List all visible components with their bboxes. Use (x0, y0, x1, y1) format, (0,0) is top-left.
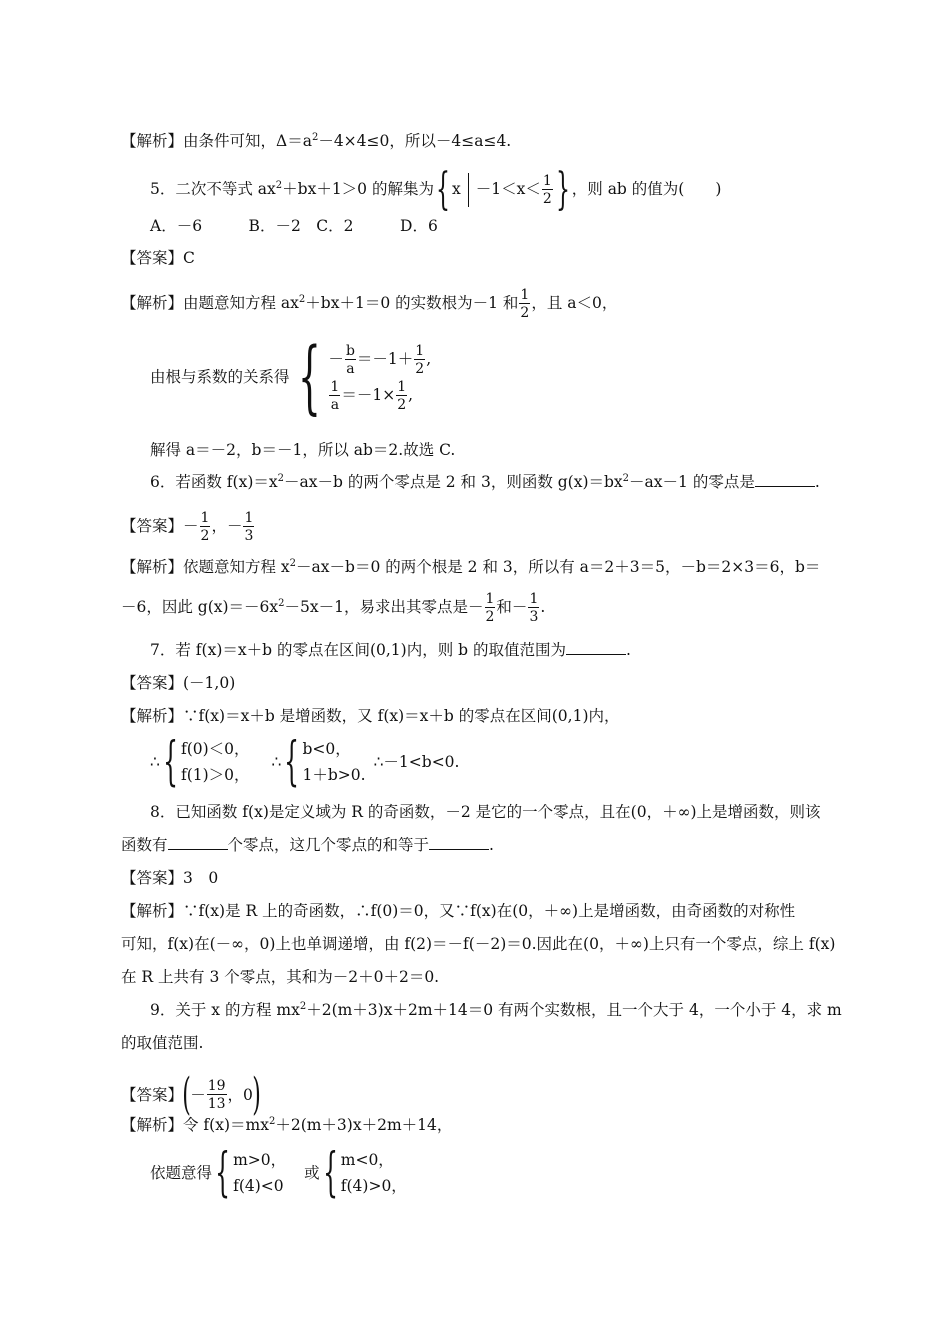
system-row: － $\frac{b}{a}$ ＝－1＋ $\frac{1}{2}$ , (328, 343, 432, 377)
q6-question (150, 472, 820, 492)
q5-analysis-3: 解得 a＝－2，b＝－1，所以 ab＝2.故选 C. (150, 441, 456, 459)
blank (168, 835, 228, 850)
text: －5x－1，易求出其零点是－ (284, 598, 484, 616)
q9-analysis-2: 依题意得{ m>0， f(4)<0 或{ m<0， f(4)>0， (150, 1143, 407, 1203)
system: m<0， f(4)>0， (340, 1151, 407, 1195)
text: －4×4≤0，所以－4≤a≤4. (318, 132, 512, 150)
blank (755, 472, 815, 487)
q9-answer: 【答案】(－ $\frac{19}{13}$ ，0) (121, 1069, 261, 1120)
text: 【解析】由条件可知，Δ＝a (121, 132, 312, 150)
frac-half: $\frac{1}{2}$ (485, 591, 495, 625)
q4-analysis (121, 131, 511, 151)
text: 【解析】由题意知方程 ax (121, 294, 299, 312)
therefore: ∴ (271, 753, 282, 771)
q7-analysis-1: 【解析】∵f(x)＝x＋b 是增函数，又 f(x)＝x＋b 的零点在区间(0,1)内， (121, 707, 620, 725)
sup: 2 (289, 558, 297, 569)
paren-left: ( (182, 1069, 191, 1120)
sup: 2 (278, 598, 285, 609)
brace: { (284, 732, 300, 792)
q5-answer: 【答案】C (121, 249, 195, 267)
text: ＋bx＋1＞0 的解集为 (282, 180, 434, 198)
text: 和－ (496, 598, 528, 616)
text: －6，因此 g(x)＝－6x (121, 598, 279, 616)
set-var: x (451, 180, 461, 198)
text: ＋bx＋1＝0 的实数根为－1 和 (305, 294, 519, 312)
brace: { (215, 1143, 231, 1203)
brace: { (162, 732, 178, 792)
q5-question (150, 164, 722, 215)
q5-analysis-1 (121, 288, 617, 320)
q5-analysis-2 (150, 330, 432, 423)
text: 由根与系数的关系得 (150, 368, 290, 386)
q6-analysis-1 (121, 557, 820, 577)
brace-right: } (555, 164, 570, 215)
sup: 2 (299, 1001, 307, 1012)
text: －ax－b 的两个零点是 2 和 3，则函数 g(x)＝bx (283, 473, 623, 491)
system (328, 341, 431, 413)
q8-analysis-3: 在 R 上共有 3 个零点，其和为－2＋0＋2＝0. (121, 968, 440, 986)
text: 6．若函数 f(x)＝x (150, 473, 278, 491)
text: 【解析】依题意知方程 x (121, 558, 290, 576)
frac-half: $\frac{1}{2}$ (542, 173, 552, 207)
paren-right: ) (252, 1069, 261, 1120)
q9-analysis-1: 【解析】令 $f(x)=mx^2+2(m+3)x+2m+14$， (121, 1116, 453, 1134)
set-cond: －1＜x＜ (475, 180, 541, 198)
blank (429, 835, 489, 850)
sup: 2 (298, 294, 306, 305)
text: ∴－1<b<0. (373, 753, 460, 771)
q5-options: A．－6 B．－2 C．2 D．6 (150, 217, 438, 235)
sup: 2 (311, 132, 319, 143)
q8-question-2: 函数有 个零点，这几个零点的和等于 . (121, 836, 494, 854)
brace: { (322, 1143, 338, 1203)
sup: 2 (275, 180, 283, 191)
q9-question-2: 的取值范围. (121, 1034, 204, 1052)
text: 5．二次不等式 ax (150, 180, 276, 198)
text: . (814, 473, 820, 491)
q6-analysis-2: －6，因此 $g(x)=-6x^2-5x-1$，易求出其零点是－ $\frac{1}{2}$ 和－ $\frac{1}{3}$ . (121, 591, 546, 625)
q6-answer: 【答案】－ $\frac{1}{2}$ ，－ $\frac{1}{3}$ (121, 510, 254, 544)
text: －ax－b＝0 的两个根是 2 和 3，所以有 a＝2＋3＝5，－b＝2×3＝6，b＝ (296, 558, 821, 576)
therefore: ∴ (150, 753, 160, 771)
set-bar (468, 173, 469, 207)
brace-left: { (435, 164, 450, 215)
q8-analysis-2: 可知，f(x)在(－∞，0)上也单调递增，由 f(2)＝－f(－2)＝0.因此在(0，＋∞)上只有一个零点，综上 f(x) (121, 935, 836, 953)
system: b<0， 1＋b>0. (302, 740, 366, 784)
system: m>0， f(4)<0 (233, 1151, 287, 1195)
q8-question-1: 8．已知函数 f(x)是定义域为 R 的奇函数，－2 是它的一个零点，且在(0，＋∞)上是增函数，则该 (150, 803, 821, 821)
sup: 2 (268, 1116, 276, 1127)
frac-19-13: $\frac{19}{13}$ (207, 1078, 226, 1112)
sup: 2 (622, 473, 630, 484)
frac-half: $\frac{1}{2}$ (520, 287, 530, 321)
text: 【答案】 (121, 517, 184, 535)
text: ，则 ab 的值为( ) (571, 180, 722, 198)
frac-third: $\frac{1}{3}$ (529, 591, 539, 625)
q8-analysis-1: 【解析】∵f(x)是 R 上的奇函数，∴f(0)＝0，又∵f(x)在(0，＋∞)上是增函数，由奇函数的对称性 (121, 902, 796, 920)
q7-answer: 【答案】(－1,0) (121, 674, 236, 692)
system-row: $\frac{1}{a}$ ＝－1× $\frac{1}{2}$ , (330, 379, 414, 413)
q8-answer: 【答案】3 0 (121, 869, 219, 887)
text: 7．若 f(x)＝x＋b 的零点在区间(0,1)内，则 b 的取值范围为 (150, 641, 566, 659)
q7-question: 7．若 f(x)＝x＋b 的零点在区间(0,1)内，则 b 的取值范围为 . (150, 641, 631, 659)
text: －ax－1 的零点是 (629, 473, 755, 491)
brace: { (297, 330, 321, 423)
sup: 2 (277, 473, 284, 484)
blank (566, 640, 626, 655)
system: f(0)＜0， f(1)＞0， (180, 740, 250, 784)
frac-half: $\frac{1}{2}$ (200, 510, 210, 544)
q9-question-1: 9．关于 x 的方程 $mx^2+2(m+3)x+2m+14=0$ 有两个实数根，且一个大于 4，一个小于 4，求 m (150, 1001, 842, 1019)
q7-analysis-2 (150, 732, 460, 792)
text: ，且 a＜0， (531, 294, 618, 312)
frac-third: $\frac{1}{3}$ (244, 510, 254, 544)
